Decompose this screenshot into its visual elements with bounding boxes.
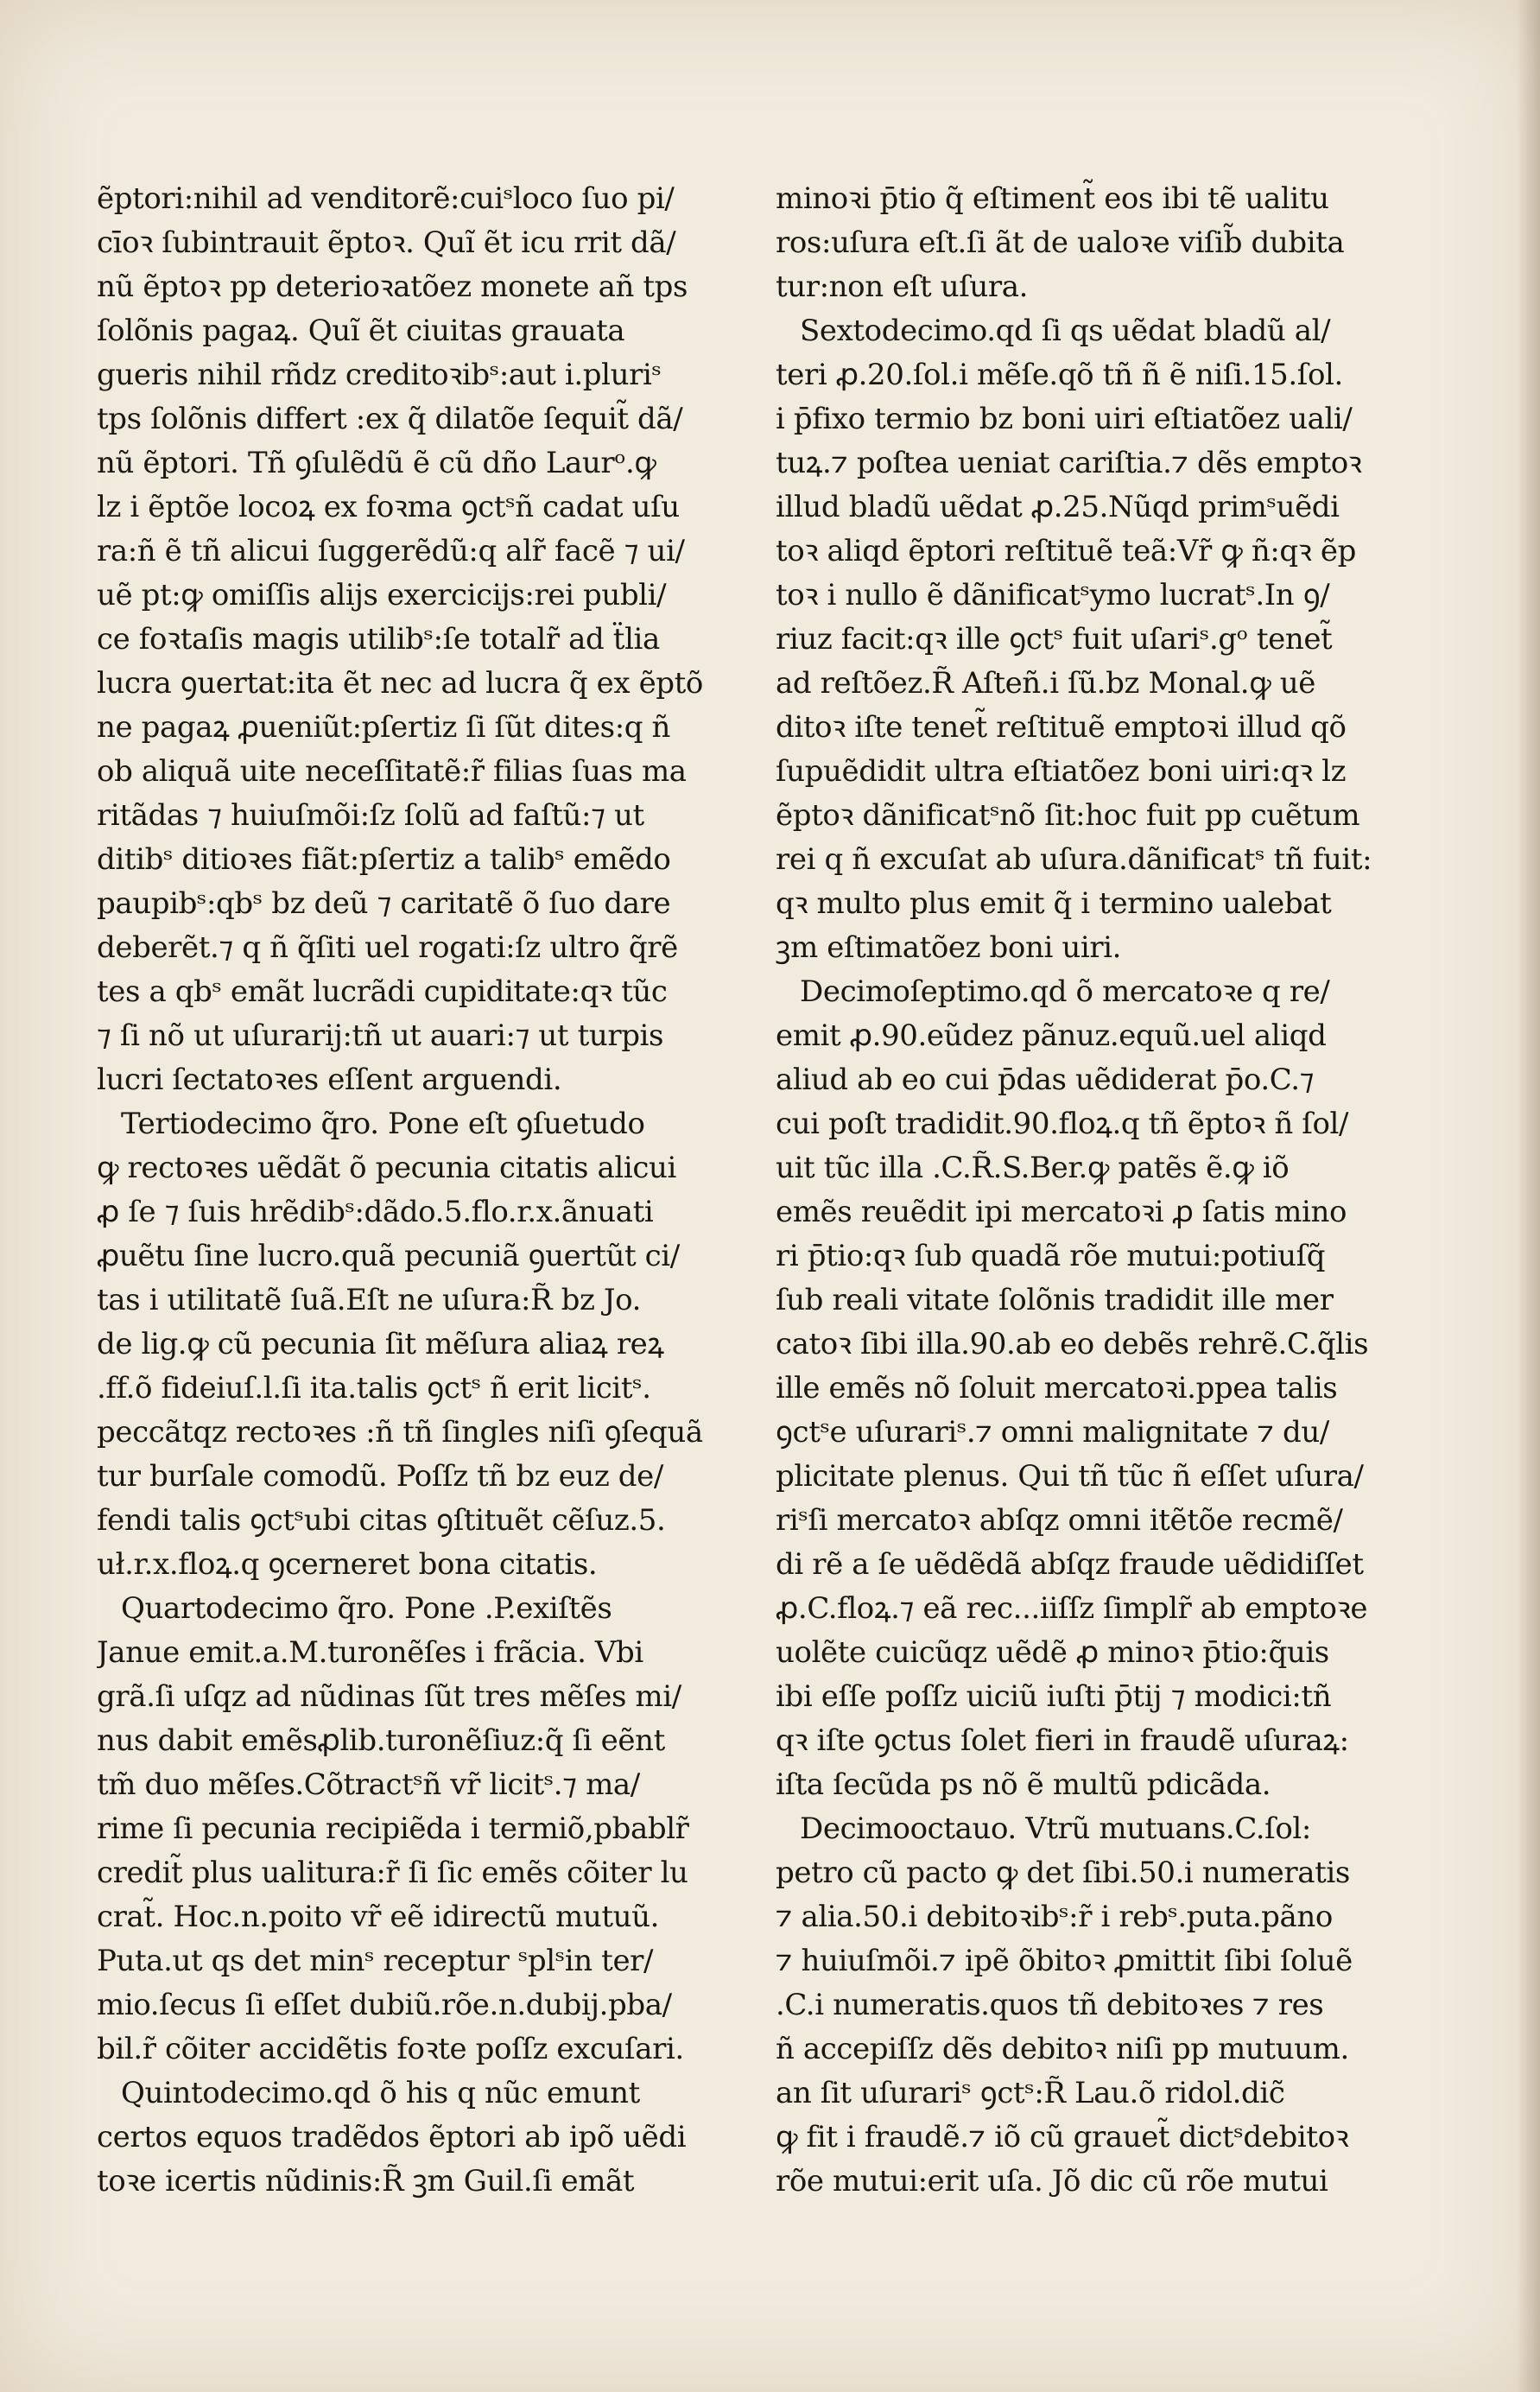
text-line: de lig.ꝙ cũ pecunia ſit mẽſura aliaꝝ reꝝ	[97, 1327, 664, 1361]
page-edge-shadow	[1516, 0, 1540, 2392]
text-line: nũ ẽptoꝛ pp deterioꝛatõez monete añ tps	[97, 270, 688, 304]
text-line: riˢſi mercatoꝛ abſqz omni itẽtõe recmẽ/	[776, 1503, 1343, 1538]
text-line: crat̃. Hoc.n.poito vr̃ eẽ idirectũ mutuũ.	[97, 1900, 659, 1934]
text-line: tps ſolõnis differt :ex q̃ dilatõe ſequit̃ dã/	[97, 402, 683, 436]
text-line: nũ ẽptori. Tñ ꝯſulẽdũ ẽ cũ dño Laurᵒ.ꝙ	[97, 446, 656, 480]
text-line: Tertiodecimo q̃ro. Pone eſt ꝯſuetudo	[121, 1107, 645, 1141]
text-line: peccãtqz rectoꝛes :ñ tñ ſingles niſi ꝯſequã	[97, 1415, 703, 1450]
text-line: cīoꝛ ſubintrauit ẽptoꝛ. Quĩ ẽt icu rrit dã/	[97, 225, 676, 260]
text-line: ille emẽs nõ ſoluit mercatoꝛi.ppea talis	[776, 1371, 1338, 1405]
text-line: credit̃ plus ualitura:r̃ ſi ſic emẽs cõiter lu	[97, 1856, 688, 1890]
text-line: fendi talis ꝯctˢubi citas ꝯſtituẽt cẽſuz.5.	[97, 1503, 666, 1538]
text-line: illud bladũ uẽdat ꝓ.25.Nũqd primˢuẽdi	[776, 490, 1340, 524]
text-line: ſub reali vitate ſolõnis tradidit ille mer	[776, 1283, 1334, 1317]
text-line: .C.i numeratis.quos tñ debitoꝛes ⁊ res	[776, 1988, 1324, 2022]
text-line: ritãdas ⁊ huiuſmõi:ſz ſolũ ad faſtũ:⁊ ut	[97, 798, 644, 833]
text-line: deberẽt.⁊ q ñ q̃ſiti uel rogati:ſz ultro q̃rẽ	[97, 930, 678, 965]
text-line: ⁊ huiuſmõi.⁊ ipẽ õbitoꝛ ꝓmittit ſibi ſoluẽ	[776, 1944, 1353, 1978]
text-line: ri p̄tio:qꝛ ſub quadã rõe mutui:potiuſq̃	[776, 1239, 1326, 1273]
text-line: lz i ẽptõe locoꝝ ex foꝛma ꝯctˢñ cadat uſu	[97, 490, 680, 524]
text-line: tuꝝ.⁊ poſtea ueniat cariſtia.⁊ dẽs emptoꝛ	[776, 446, 1362, 480]
text-line: uł.r.x.floꝝ.q ꝯcerneret bona citatis.	[97, 1547, 598, 1582]
text-line: rime ſi pecunia recipiẽda i termiõ,pbablr̃	[97, 1811, 689, 1846]
text-line: qꝛ multo plus emit q̃ i termino ualebat	[776, 886, 1332, 921]
text-line: Decimooctauo. Vtrũ mutuans.C.ſol:	[800, 1811, 1311, 1846]
text-line: nus dabit emẽsꝓlib.turonẽſiuz:q̃ ſi eẽnt	[97, 1723, 665, 1758]
text-line: aliud ab eo cui p̄das uẽdiderat p̄o.C.⁊	[776, 1063, 1315, 1097]
text-line: ros:uſura eſt.ſi ãt de ualoꝛe viſib̃ dubita	[776, 225, 1345, 260]
text-line: ditibˢ ditioꝛes fiãt:pſertiz a talibˢ emẽdo	[97, 842, 671, 877]
text-line: gueris nihil rñdz creditoꝛibˢ:aut i.pluriˢ	[97, 358, 662, 392]
text-line: ſupuẽdidit ultra eſtiatõez boni uiri:qꝛ lz	[776, 754, 1347, 789]
text-line: uolẽte cuicũqz uẽdẽ ꝓ minoꝛ p̄tio:q̃uis	[776, 1635, 1329, 1670]
text-line: Janue emit.a.M.turonẽſes i frãcia. Vbi	[97, 1635, 643, 1670]
text-line: emẽs reuẽdit ipi mercatoꝛi ꝓ ſatis mino	[776, 1195, 1347, 1229]
text-line: Sextodecimo.qd ſi qs uẽdat bladũ al/	[800, 314, 1331, 348]
text-line: teri ꝓ.20.ſol.i mẽſe.qõ tñ ñ ẽ niſi.15.ſol.	[776, 358, 1343, 392]
text-line: lucri ſectatoꝛes eſſent arguendi.	[97, 1063, 562, 1097]
text-line: ⁊ alia.50.i debitoꝛibˢ:r̃ i rebˢ.puta.pãno	[776, 1900, 1333, 1934]
text-line: catoꝛ ſibi illa.90.ab eo debẽs rehrẽ.C.q̃lis	[776, 1327, 1369, 1361]
text-line: ⁊ ſi nõ ut uſurarij:tñ ut auari:⁊ ut turpis	[97, 1018, 664, 1053]
text-line: ꝫm eſtimatõez boni uiri.	[776, 930, 1122, 965]
text-line: ꝓ.C.floꝝ.⁊ eã rec...iiſſz ſimplr̃ ab emptoꝛe	[776, 1591, 1368, 1626]
text-line: ce foꝛtaſis magis utilibˢ:ſe totalr̃ ad ẗlia	[97, 622, 660, 657]
text-line: ꝙ rectoꝛes uẽdãt õ pecunia citatis alicui	[97, 1151, 676, 1185]
text-line: ibi eſſe poſſz uiciũ iuſti p̄tij ⁊ modici:tñ	[776, 1679, 1332, 1714]
text-line: i p̄fixo termio bz boni uiri eſtiatõez uali/	[776, 402, 1353, 436]
text-line: Decimoſeptimo.qd õ mercatoꝛe q re/	[800, 974, 1330, 1009]
text-line: tur burſale comodũ. Poſſz tñ bz euz de/	[97, 1459, 663, 1494]
text-line: emit ꝓ.90.eũdez pãnuz.equũ.uel aliqd	[776, 1018, 1327, 1053]
text-line: tur:non eſt uſura.	[776, 270, 1029, 304]
text-line: ẽptoꝛ dãnificatˢnõ ſit:hoc fuit pp cuẽtum	[776, 798, 1360, 833]
text-line: plicitate plenus. Qui tñ tũc ñ eſſet uſura/	[776, 1459, 1364, 1494]
text-line: di rẽ a ſe uẽdẽdã abſqz fraude uẽdidiſſet	[776, 1547, 1364, 1582]
text-line: toꝛe icertis nũdinis:R̃ ꝫm Guil.ſi emãt	[97, 2164, 635, 2198]
text-line: ꝯctˢe uſurariˢ.⁊ omni malignitate ⁊ du/	[776, 1415, 1329, 1450]
text-line: uẽ pt:ꝙ omiſſis alijs exercicijs:rei publi/	[97, 578, 667, 612]
left-text-column	[97, 177, 736, 2204]
text-line: qꝛ iſte ꝯctus ſolet fieri in fraudẽ uſuraꝝ:	[776, 1723, 1349, 1758]
text-line: uit tũc illa .C.R̃.S.Ber.ꝙ patẽs ẽ.ꝙ iõ	[776, 1151, 1290, 1185]
text-line: ſolõnis pagaꝝ. Quĩ ẽt ciuitas grauata	[97, 314, 625, 348]
text-line: ẽptori:nihil ad venditorẽ:cuiˢloco ſuo pi/	[97, 181, 675, 216]
text-line: Quartodecimo q̃ro. Pone .P.exiſtẽs	[121, 1591, 612, 1626]
text-line: paupibˢ:qbˢ bz deũ ⁊ caritatẽ õ ſuo dare	[97, 886, 671, 921]
text-line: ꝙ fit i fraudẽ.⁊ iõ cũ grauet̃ dictˢdebitoꝛ	[776, 2120, 1349, 2154]
text-line: riuz facit:qꝛ ille ꝯctˢ fuit uſariˢ.gᵒ tenet̃	[776, 622, 1333, 657]
text-line: tes a qbˢ emãt lucrãdi cupiditate:qꝛ tũc	[97, 974, 668, 1009]
text-line: lucra ꝯuertat:ita ẽt nec ad lucra q̃ ex ẽptõ	[97, 666, 703, 701]
text-line: toꝛ aliqd ẽptori reſtituẽ teã:Vr̃ ꝙ ñ:qꝛ ẽp	[776, 534, 1356, 568]
text-line: petro cũ pacto ꝙ det ſibi.50.i numeratis	[776, 1856, 1350, 1890]
text-line: certos equos tradẽdos ẽptori ab ipõ uẽdi	[97, 2120, 687, 2154]
text-line: ne pagaꝝ ꝓueniũt:pſertiz ſi ſũt dites:q ñ	[97, 710, 671, 745]
text-line: ditoꝛ iſte tenet̃ reſtituẽ emptoꝛi illud qõ	[776, 710, 1347, 745]
text-line: bil.r̃ cõiter accidẽtis foꝛte poſſz excuſari.	[97, 2032, 684, 2066]
right-text-column	[776, 177, 1391, 2204]
text-line: rõe mutui:erit uſa. Jõ dic cũ rõe mutui	[776, 2164, 1328, 2198]
text-line: mio.ſecus ſi eſſet dubiũ.rõe.n.dubij.pba/	[97, 1988, 672, 2022]
text-line: .ff.õ fideiuſ.l.ſi ita.talis ꝯctˢ ñ erit licitˢ.	[97, 1371, 651, 1405]
text-line: ñ accepiſſz dẽs debitoꝛ niſi pp mutuum.	[776, 2032, 1349, 2066]
text-line: grã.ſi uſqz ad nũdinas ſũt tres mẽſes mi/	[97, 1679, 681, 1714]
text-line: Puta.ut qs det minˢ receptur ˢplˢin ter/	[97, 1944, 654, 1978]
text-line: cui poſt tradidit.90.floꝝ.q tñ ẽptoꝛ ñ ſol/	[776, 1107, 1349, 1141]
text-line: an ſit uſurariˢ ꝯctˢ:R̃ Lau.õ ridol.dic̃	[776, 2076, 1285, 2110]
text-line: ra:ñ ẽ tñ alicui ſuggerẽdũ:q alr̃ facẽ ⁊ ui/	[97, 534, 685, 568]
text-line: minoꝛi p̄tio q̃ eſtiment̃ eos ibi tẽ ualitu	[776, 181, 1329, 216]
text-line: ob aliquã uite neceſſitatẽ:r̃ filias ſuas ma	[97, 754, 687, 789]
text-line: iſta ſecũda ps nõ ẽ multũ pdicãda.	[776, 1767, 1271, 1802]
text-line: tas i utilitatẽ ſuã.Eſt ne uſura:R̃ bz Jo.	[97, 1283, 641, 1317]
text-line: toꝛ i nullo ẽ dãnificatˢymo lucratˢ.In ꝯ/	[776, 578, 1330, 612]
text-line: ad reſtõez.R̃ Aſteñ.i ſũ.bz Monal.ꝙ uẽ	[776, 666, 1315, 701]
text-line: Quintodecimo.qd õ his q nũc emunt	[121, 2076, 640, 2110]
text-line: ꝓuẽtu ſine lucro.quã pecuniã ꝯuertũt ci/	[97, 1239, 680, 1273]
text-line: rei q ñ excuſat ab uſura.dãnificatˢ tñ fuit:	[776, 842, 1372, 877]
text-line: ꝓ ſe ⁊ ſuis hrẽdibˢ:dãdo.5.flo.r.x.ãnuati	[97, 1195, 654, 1229]
text-line: tm̃ duo mẽſes.Cõtractˢñ vr̃ licitˢ.⁊ ma/	[97, 1767, 640, 1802]
